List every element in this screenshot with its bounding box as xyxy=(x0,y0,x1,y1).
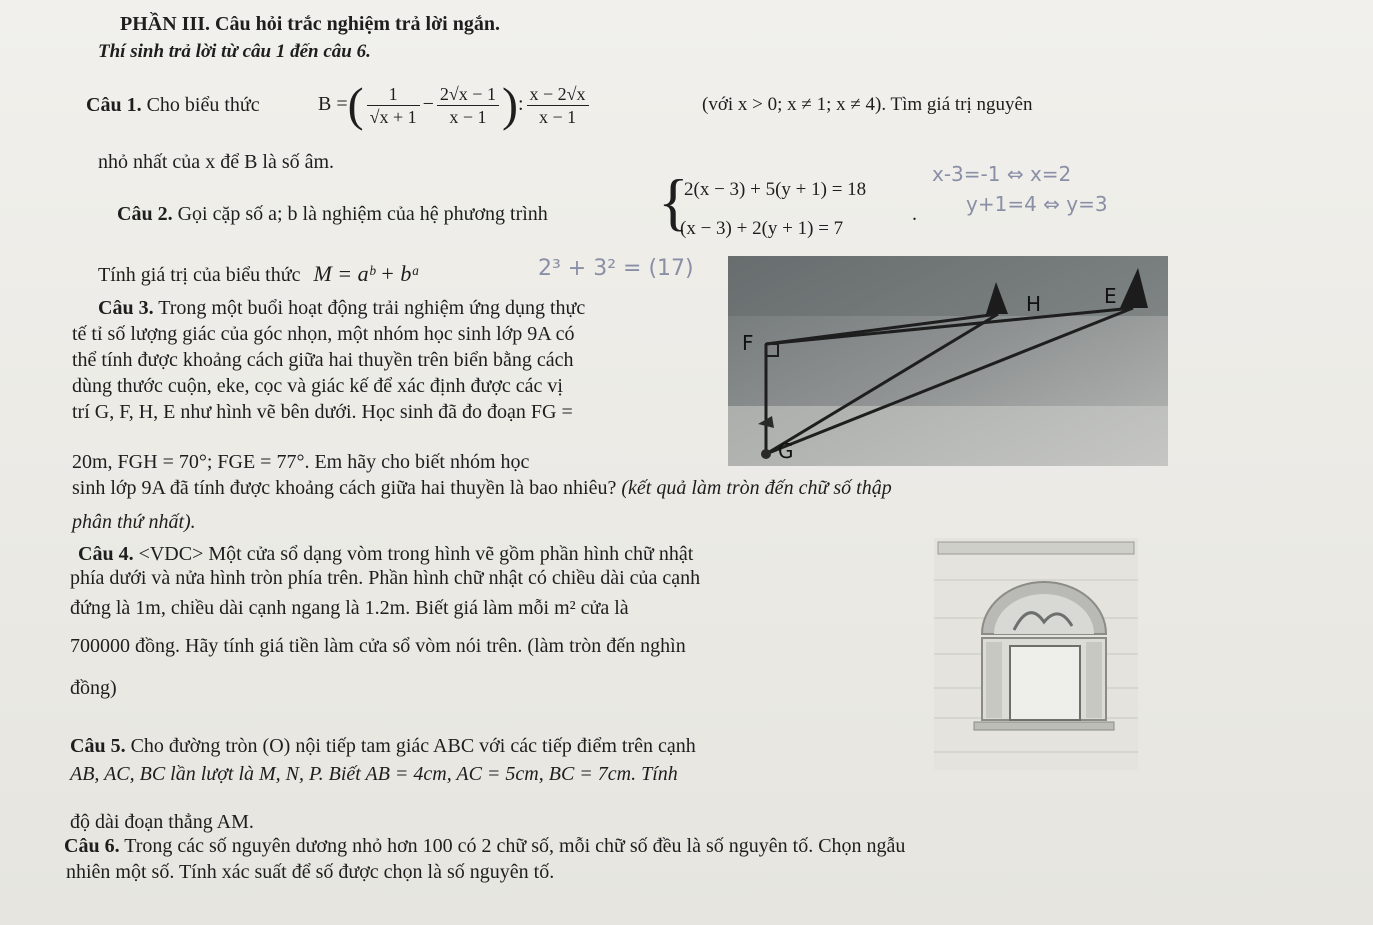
q6-line1: Câu 6. Trong các số nguyên dương nhỏ hơn 100 có 2 chữ số, mỗi chữ số đều là số nguyên tố. Chọn ngẫu xyxy=(64,835,906,857)
q2-handwriting-2: y+1=4 ⇔ y=3 xyxy=(966,192,1108,216)
q2-eq1: 2(x − 3) + 5(y + 1) = 18 xyxy=(684,179,867,200)
q1-label: Câu 1. xyxy=(86,94,142,116)
q3-line6: 20m, FGH = 70°; FGE = 77°. Em hãy cho biết nhóm học xyxy=(72,451,530,473)
label-h: H xyxy=(1026,292,1042,316)
q6-label: Câu 6. xyxy=(64,835,120,857)
label-g: G xyxy=(778,439,794,463)
q4-line4: 700000 đồng. Hãy tính giá tiền làm cửa sổ vòm nói trên. (làm tròn đến nghìn xyxy=(70,635,686,657)
q4-line3: đứng là 1m, chiều dài cạnh ngang là 1.2m. Biết giá làm mỗi m² cửa là xyxy=(70,597,629,619)
q3-line7: sinh lớp 9A đã tính được khoảng cách giữa hai thuyền là bao nhiêu? (kết quả làm tròn đến chữ số thập xyxy=(72,477,892,499)
q1-condition: (với x > 0; x ≠ 1; x ≠ 4). Tìm giá trị nguyên xyxy=(702,94,1033,115)
q1-line2: nhỏ nhất của x để B là số âm. xyxy=(98,151,335,173)
q1-frac3: $\frac{x - 2√x}{x - 1}$ xyxy=(527,83,589,128)
q2-eq2: (x − 3) + 2(y + 1) = 7 xyxy=(680,218,844,239)
q2-line1 xyxy=(117,202,548,226)
q3-line4: dùng thước cuộn, eke, cọc và giác kế để xác định được các vị xyxy=(72,375,563,397)
q2-handwriting-3: 2³ + 3² = (17) xyxy=(538,256,694,281)
q2-period: . xyxy=(912,203,917,225)
q4-line2: phía dưới và nửa hình tròn phía trên. Phần hình chữ nhật có chiều dài của cạnh xyxy=(70,567,701,589)
q4-label: Câu 4. xyxy=(78,543,134,565)
q1-intro: Cho biểu thức xyxy=(146,94,260,116)
q4-tag: <VDC> xyxy=(138,543,204,565)
q5-line3: độ dài đoạn thẳng AM. xyxy=(70,811,254,833)
q2-expr: M = aᵇ + bᵃ xyxy=(313,261,421,286)
q6-line2: nhiên một số. Tính xác suất để số được chọn là số nguyên tố. xyxy=(66,861,555,883)
q1-line1 xyxy=(86,93,260,117)
q5-label: Câu 5. xyxy=(70,735,126,757)
q3-line1: Câu 3. Trong một buổi hoạt động trải nghiệm ứng dụng thực xyxy=(98,297,586,319)
q3-line5: trí G, F, H, E như hình vẽ bên dưới. Học sinh đã đo đoạn FG = xyxy=(72,401,573,423)
label-f: F xyxy=(742,331,754,355)
q3-note: (kết quả làm tròn đến chữ số thập xyxy=(621,477,892,499)
q4-window-figure xyxy=(934,538,1138,770)
q2-handwriting-1: x-3=-1 ⇔ x=2 xyxy=(932,162,1072,186)
q4-line5: đồng) xyxy=(70,677,117,699)
q2-label: Câu 2. xyxy=(117,203,173,225)
q4-line1: Câu 4. <VDC> Một cửa sổ dạng vòm trong hình vẽ gồm phần hình chữ nhật xyxy=(78,543,694,565)
q3-line3: thể tính được khoảng cách giữa hai thuyền trên biển bằng cách xyxy=(72,349,574,371)
q3-figure xyxy=(728,256,1168,466)
q2-line2-text: Tính giá trị của biểu thức xyxy=(98,264,301,286)
point-g-icon xyxy=(761,449,771,459)
q5-line2: AB, AC, BC lần lượt là M, N, P. Biết AB = 4cm, AC = 5cm, BC = 7cm. Tính xyxy=(70,763,678,785)
q2-system-brace: { xyxy=(658,166,689,237)
label-e: E xyxy=(1104,284,1117,308)
section-subtitle: Thí sinh trả lời từ câu 1 đến câu 6. xyxy=(98,41,371,62)
q1-expression: B =( $\frac{1}{√x + 1}$ − $\frac{2√x - 1}{x - 1}$ ): $\frac{x - 2√x}{x - 1}$ xyxy=(318,74,592,134)
q2-text: Gọi cặp số a; b là nghiệm của hệ phương trình xyxy=(177,203,548,225)
q3-label: Câu 3. xyxy=(98,297,154,319)
q1-frac1: $\frac{1}{√x + 1}$ xyxy=(367,83,420,128)
q5-line1: Câu 5. Cho đường tròn (O) nội tiếp tam giác ABC với các tiếp điểm trên cạnh xyxy=(70,735,696,757)
q3-line2: tế tỉ số lượng giác của góc nhọn, một nhóm học sinh lớp 9A có xyxy=(72,323,575,345)
q1-expr-lhs: B = xyxy=(318,93,348,115)
q2-line2 xyxy=(98,262,420,287)
q3-note-line2: phân thứ nhất). xyxy=(72,511,196,533)
q1-frac2: $\frac{2√x - 1}{x - 1}$ xyxy=(437,83,499,128)
section-title: PHẦN III. Câu hỏi trắc nghiệm trả lời ngắn. xyxy=(120,13,500,35)
